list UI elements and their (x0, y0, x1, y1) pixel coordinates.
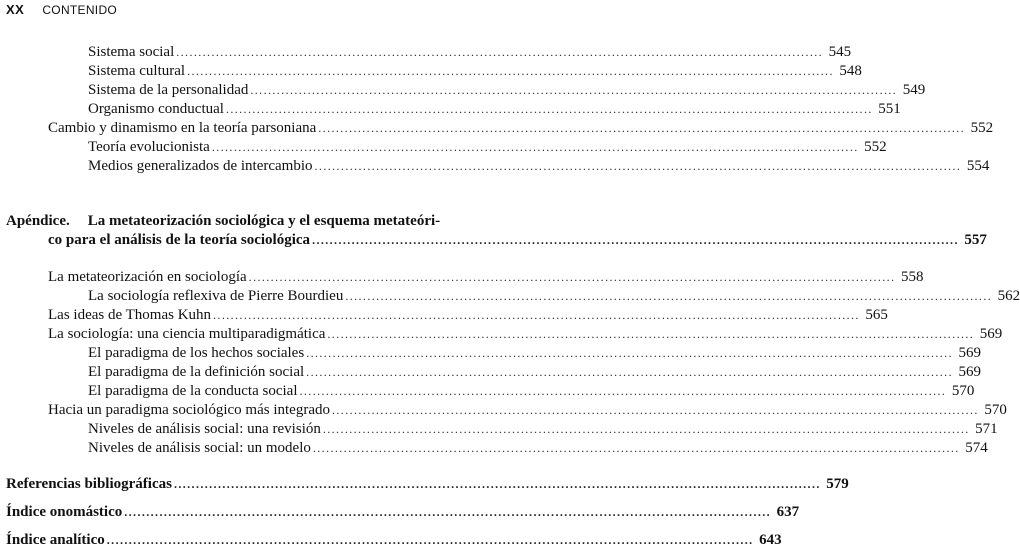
toc-entry-page: 552 (864, 139, 887, 155)
toc-entry (88, 344, 981, 363)
toc-entry (88, 287, 1020, 306)
appendix-heading-line1 (6, 212, 545, 231)
toc-leader: ................................................................................................................................................... (187, 64, 834, 78)
appendix-title-line1: La metateorización sociológica y el esquema metateóri- (87, 213, 441, 229)
toc-entry-text: La sociología reflexiva de Pierre Bourdieu (88, 288, 344, 304)
toc-entry-text: Medios generalizados de intercambio (88, 158, 313, 174)
toc-entry-text: Sistema de la personalidad (88, 82, 249, 98)
toc-leader: ................................................................................................................................................... (299, 384, 947, 398)
toc-entry-text: Índice analítico (6, 532, 105, 548)
toc-entry-page: 565 (865, 307, 888, 323)
toc-leader: ................................................................................................................................................... (312, 441, 960, 455)
toc-entry (48, 119, 994, 138)
toc-entry-page: 574 (965, 440, 988, 456)
toc-entry-text: Referencias bibliográficas (6, 476, 172, 492)
toc-entry-page: 569 (958, 345, 981, 361)
toc-entry-page: 545 (828, 44, 852, 60)
toc-entry-page: 570 (951, 383, 975, 399)
running-header (6, 2, 117, 20)
toc-leader: ................................................................................................................................................... (176, 45, 824, 59)
toc-entry (48, 401, 1007, 420)
toc-entry-references (6, 475, 849, 494)
toc-entry (88, 382, 975, 401)
toc-leader: ................................................................................................................................................... (213, 308, 860, 322)
toc-leader: ................................................................................................................................................... (173, 477, 821, 491)
toc-entry (88, 363, 981, 382)
toc-entry (88, 439, 988, 458)
toc-entry (88, 43, 852, 62)
toc-leader: ................................................................................................................................................... (312, 233, 959, 247)
toc-entry-text: Sistema cultural (88, 63, 186, 79)
toc-leader: ................................................................................................................................................... (306, 346, 953, 360)
toc-leader: ................................................................................................................................................... (332, 403, 979, 417)
toc-entry-page: 571 (975, 421, 998, 437)
toc-entry-page: 548 (839, 63, 862, 79)
toc-entry-page: 569 (979, 326, 1003, 342)
toc-entry (88, 81, 926, 100)
toc-entry (48, 306, 888, 325)
toc-entry-page: 558 (900, 269, 924, 285)
toc-entry-text: Índice onomástico (6, 504, 123, 520)
toc-leader: ................................................................................................................................................... (322, 422, 970, 436)
toc-entry-text: Organismo conductual (88, 101, 224, 117)
toc-entry-page: 554 (966, 158, 990, 174)
toc-leader: ................................................................................................................................................... (248, 270, 896, 284)
toc-entry-text: La sociología: una ciencia multiparadigmática (48, 326, 326, 342)
toc-entry-text: Sistema social (88, 44, 175, 60)
header-page-number: XX (6, 2, 25, 17)
toc-entry-page: 549 (902, 82, 926, 98)
toc-leader: ................................................................................................................................................... (225, 102, 873, 116)
toc-entry-page: 562 (997, 288, 1020, 304)
toc-entry-text: Niveles de análisis social: un modelo (88, 440, 311, 456)
appendix-page: 557 (964, 232, 987, 248)
toc-entry-text: Las ideas de Thomas Kuhn (48, 307, 212, 323)
toc-leader: ................................................................................................................................................... (314, 159, 962, 173)
toc-leader: ................................................................................................................................................... (345, 289, 993, 303)
toc-entry (88, 420, 998, 439)
toc-entry-page: 579 (826, 476, 849, 492)
toc-leader: ................................................................................................................................................... (124, 505, 772, 519)
toc-leader: ................................................................................................................................................... (306, 365, 953, 379)
toc-entry-page: 552 (970, 120, 994, 136)
toc-entry-page: 569 (958, 364, 981, 380)
toc-leader: ................................................................................................................................................... (250, 83, 898, 97)
toc-entry (88, 62, 862, 81)
toc-entry-page: 637 (776, 504, 800, 520)
header-title: CONTENIDO (42, 3, 118, 17)
toc-entry (88, 100, 901, 119)
toc-entry-text: La metateorización en sociología (48, 269, 247, 285)
toc-leader: ................................................................................................................................................... (318, 121, 966, 135)
toc-entry-text: Cambio y dinamismo en la teoría parsoniana (48, 120, 317, 136)
appendix-label: Apéndice. (6, 213, 70, 229)
toc-entry (88, 138, 887, 157)
toc-entry-text: El paradigma de los hechos sociales (88, 345, 305, 361)
toc-entry-text: El paradigma de la definición social (88, 364, 305, 380)
toc-entry (48, 325, 1003, 344)
toc-entry (48, 268, 924, 287)
toc-entry-text: Niveles de análisis social: una revisión (88, 421, 321, 437)
toc-entry-name-index (6, 503, 800, 522)
toc-entry-page: 551 (878, 101, 901, 117)
toc-entry (88, 157, 990, 176)
toc-entry-subject-index (6, 531, 782, 550)
toc-leader: ................................................................................................................................................... (106, 533, 754, 547)
toc-entry-text: Hacia un paradigma sociológico más integrado (48, 402, 330, 418)
appendix-title-line2: co para el análisis de la teoría sociológica (48, 232, 311, 248)
toc-entry-page: 643 (759, 532, 782, 548)
appendix-heading-line2 (48, 231, 987, 250)
toc-leader: ................................................................................................................................................... (211, 140, 859, 154)
toc-leader: ................................................................................................................................................... (327, 327, 975, 341)
toc-entry-text: El paradigma de la conducta social (88, 383, 298, 399)
toc-entry-text: Teoría evolucionista (88, 139, 210, 155)
toc-entry-page: 570 (984, 402, 1007, 418)
